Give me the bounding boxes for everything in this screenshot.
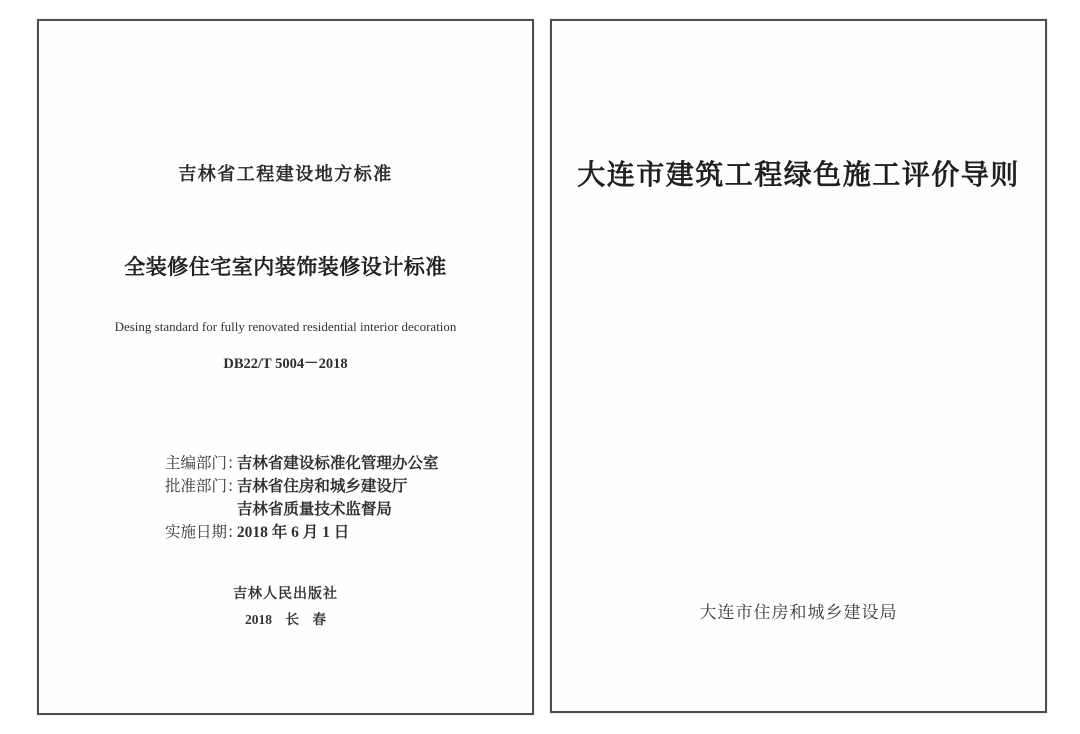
info-row-approver-2 <box>165 498 438 521</box>
left-cover-page <box>37 19 534 715</box>
right-cover-page <box>550 19 1047 713</box>
standard-title: 全装修住宅室内装饰装修设计标准 <box>124 256 447 279</box>
info-label: 批准部门： <box>165 478 243 495</box>
info-row-approver <box>165 475 438 498</box>
info-value: 吉林省住房和城乡建设厅 <box>236 478 408 495</box>
info-row-chief-editor <box>165 452 438 475</box>
publisher-name: 吉林人民出版社 <box>233 587 338 602</box>
info-value: 吉林省质量技术监督局 <box>236 501 392 518</box>
standard-title-english: Desing standard for fully renovated residential interior decoration <box>114 319 457 334</box>
info-label: 主编部门： <box>165 455 243 472</box>
edition-year-city: 2018 长 春 <box>245 612 326 627</box>
standard-series-label: 吉林省工程建设地方标准 <box>178 164 393 184</box>
info-value: 吉林省建设标准化管理办公室 <box>236 455 439 472</box>
info-row-effective-date <box>165 521 438 544</box>
guideline-title: 大连市建筑工程绿色施工评价导则 <box>577 159 1020 190</box>
issuing-authority: 大连市住房和城乡建设局 <box>699 603 898 622</box>
publication-info-block <box>165 452 438 544</box>
info-label: 实施日期： <box>165 524 243 541</box>
info-value: 2018 年 6 月 1 日 <box>236 524 350 541</box>
standard-code: DB22/T 5004－2018 <box>223 356 348 372</box>
